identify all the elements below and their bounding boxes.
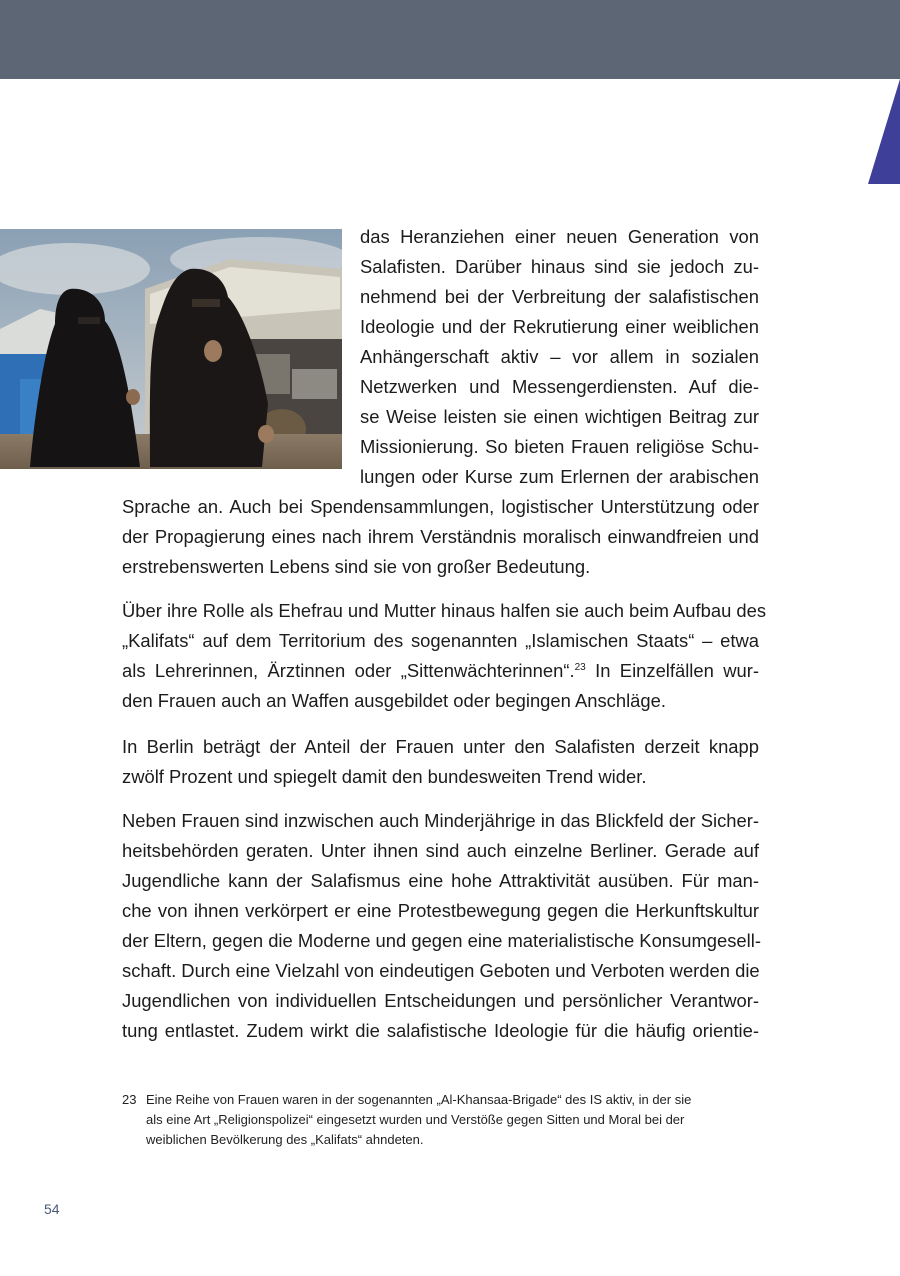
header-band [0, 0, 900, 79]
text-line: Jugendlichen von individuellen Entscheidungen und persönlicher Verantwor- [122, 990, 759, 1011]
text-line: Missionierung. So bieten Frauen religiöse Schu- [360, 436, 759, 457]
text-line: Netzwerken und Messengerdiensten. Auf die- [360, 376, 759, 397]
text-line: Salafisten. Darüber hinaus sind sie jedoch zu- [360, 256, 759, 277]
text-line: In Berlin beträgt der Anteil der Frauen unter den Salafisten derzeit knapp [122, 736, 759, 757]
text-line: Ideologie und der Rekrutierung einer weiblichen [360, 316, 759, 337]
paragraph-roles [122, 596, 767, 716]
paragraph-berlin [122, 732, 759, 792]
text-line [122, 656, 759, 686]
text-line: Jugendliche kann der Salafismus eine hohe Attraktivität ausüben. Für man- [122, 870, 759, 891]
text-line: che von ihnen verkörpert er eine Protestbewegung gegen die Herkunftskultur [122, 900, 759, 921]
intro-paragraph-continued [122, 492, 759, 582]
text-line: den Frauen auch an Waffen ausgebildet oder begingen Anschläge. [122, 690, 666, 711]
text-line: Sprache an. Auch bei Spendensammlungen, logistischer Unterstützung oder [122, 496, 759, 517]
text-line: heitsbehörden geraten. Unter ihnen sind auch einzelne Berliner. Gerade auf [122, 840, 759, 861]
text-line: se Weise leisten sie einen wichtigen Beitrag zur [360, 406, 759, 427]
text-line: der Eltern, gegen die Moderne und gegen eine materialistische Konsumgesell- [122, 930, 761, 951]
text-line: schaft. Durch eine Vielzahl von eindeutigen Geboten und Verboten werden die [122, 960, 760, 981]
corner-triangle-icon [868, 79, 900, 184]
text-line: „Kalifats“ auf dem Territorium des sogenannten „Islamischen Staats“ – etwa [122, 630, 759, 651]
text-line: lungen oder Kurse zum Erlernen der arabischen [360, 466, 759, 487]
text-line: Anhängerschaft aktiv – vor allem in sozialen [360, 346, 759, 367]
text-line: das Heranziehen einer neuen Generation von [360, 226, 759, 247]
footnote-line: als eine Art „Religionspolizei“ eingesetzt wurden und Verstöße gegen Sitten und Moral bei der [146, 1112, 685, 1127]
footnote-text [146, 1090, 746, 1150]
text-line: nehmend bei der Verbreitung der salafistischen [360, 286, 759, 307]
text-line: erstrebenswerten Lebens sind sie von großer Bedeutung. [122, 556, 591, 577]
footnote-line: Eine Reihe von Frauen waren in der sogenannten „Al-Khansaa-Brigade“ des IS aktiv, in der sie [146, 1092, 692, 1107]
intro-paragraph-wrapped [360, 222, 759, 492]
text-segment: In Einzelfällen wur- [585, 660, 759, 681]
text-line: Über ihre Rolle als Ehefrau und Mutter hinaus halfen sie auch beim Aufbau des [122, 600, 767, 621]
photo-two-women [0, 229, 342, 469]
text-line: zwölf Prozent und spiegelt damit den bundesweiten Trend wider. [122, 766, 647, 787]
footnote-reference[interactable]: 23 [574, 661, 586, 673]
text-segment: als Lehrerinnen, Ärztinnen oder „Sittenwächterinnen“. [122, 660, 575, 681]
text-line: der Propagierung eines nach ihrem Verständnis moralisch einwandfreien und [122, 526, 759, 547]
footnote-number: 23 [122, 1092, 137, 1107]
footnote-line: weiblichen Bevölkerung des „Kalifats“ ahndeten. [146, 1132, 424, 1147]
text-line: tung entlastet. Zudem wirkt die salafistische Ideologie für die häufig orientie- [122, 1020, 759, 1041]
text-line: Neben Frauen sind inzwischen auch Minderjährige in das Blickfeld der Sicher- [122, 810, 759, 831]
page-number: 54 [44, 1201, 60, 1217]
paragraph-minors [122, 806, 759, 1046]
